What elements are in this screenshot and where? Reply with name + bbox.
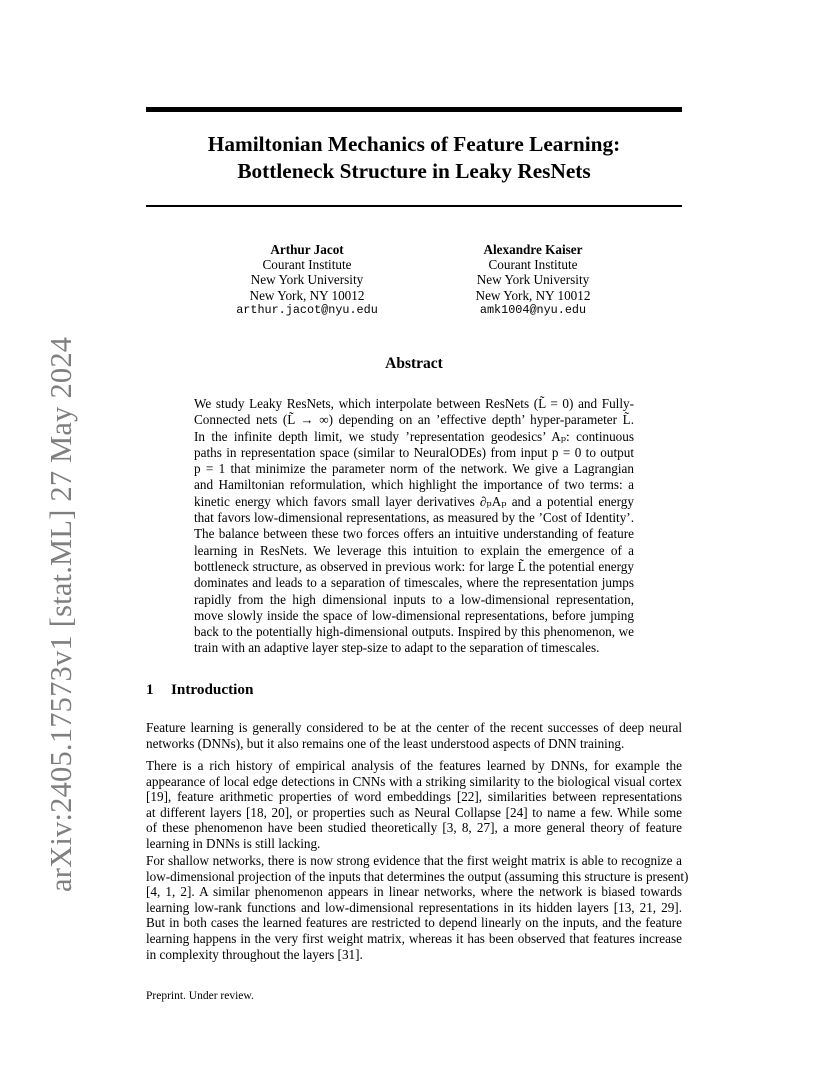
paragraph-line: There is a rich history of empirical analysis of the features learned by DNNs, for example the <box>146 758 682 773</box>
paragraph-line: at different layers [18, 20], or properties such as Neural Collapse [24] to name a few. While some <box>146 804 682 820</box>
abstract-line: rapidly from the high dimensional inputs to a low-dimensional representation, <box>194 591 634 607</box>
paragraph-line: [19], feature arithmetic properties of word embeddings [22], similarities between representations <box>146 789 682 805</box>
paragraph-line: Feature learning is generally considered to be at the center of the recent successes of deep neural <box>146 720 682 735</box>
abstract-line: that favors low-dimensional representations, as measured by the ’Cost of Identity’. <box>194 510 634 526</box>
section-number: 1 <box>146 681 154 698</box>
author-block-1 <box>214 242 400 318</box>
abstract-line: p = 1 that minimize the parameter norm of the network. We give a Lagrangian <box>194 461 634 477</box>
paragraph-line: of these phenomenon have been studied theoretically [3, 8, 27], a more general theory of feature <box>146 820 682 836</box>
paragraph-line: learning in DNNs is still lacking. <box>146 835 321 851</box>
section-title: Introduction <box>171 681 254 698</box>
title-line-1: Hamiltonian Mechanics of Feature Learning: <box>207 132 621 156</box>
author-name: Alexandre Kaiser <box>483 242 583 257</box>
paragraph-line: [4, 1, 2]. A similar phenomenon appears in linear networks, where the network is biased towards <box>146 884 682 900</box>
abstract-line: and Hamiltonian reformulation, which highlight the importance of two terms: a <box>194 477 634 493</box>
abstract-heading: Abstract <box>385 355 443 372</box>
paragraph-line: networks (DNNs), but it also remains one of the least understood aspects of DNN training. <box>146 735 625 751</box>
author-university: New York University <box>250 272 364 288</box>
paragraph-line: But in both cases the learned features are restricted to depend linearly on the inputs, and the feature <box>146 915 682 931</box>
author-address: New York, NY 10012 <box>249 287 365 303</box>
arxiv-identifier: arXiv:2405.17573v1 [stat.ML] 27 May 2024 <box>44 336 78 892</box>
paragraph-line: learning low-rank functions and low-dimensional representations in its hidden layers [13, 21, 29]. <box>146 899 682 915</box>
abstract-line: bottleneck structure, as observed in previous work: for large L̃ the potential energy <box>194 558 634 574</box>
author-name: Arthur Jacot <box>270 242 344 257</box>
paper-title <box>146 131 682 185</box>
author-affiliation: Courant Institute <box>488 257 578 273</box>
abstract-line: The balance between these two forces offers an intuitive understanding of feature <box>194 526 634 542</box>
author-email[interactable]: arthur.jacot@nyu.edu <box>236 302 378 317</box>
abstract-line: paths in representation space (similar to NeuralODEs) from input p = 0 to output <box>194 444 634 460</box>
abstract-line: learning in ResNets. We leverage this intuition to explain the emergence of a <box>194 542 634 558</box>
intro-paragraph-3 <box>146 853 689 962</box>
footer-note: Preprint. Under review. <box>146 990 254 1002</box>
abstract-line: Connected nets (L̃ → ∞) depending on an ’effective depth’ hyper-parameter L̃. <box>194 412 634 428</box>
intro-paragraph-2 <box>146 758 682 852</box>
intro-paragraph-1 <box>146 720 682 751</box>
abstract-line: kinetic energy which favors small layer derivatives ∂ₚAₚ and a potential energy <box>194 493 634 509</box>
arxiv-sidebar <box>8 150 78 930</box>
abstract-line: In the infinite depth limit, we study ’representation geodesics’ Aₚ: continuous <box>194 428 634 444</box>
title-top-rule <box>146 107 682 112</box>
paragraph-line: low-dimensional projection of the inputs that determines the output (assuming this structure is present) <box>146 868 689 884</box>
author-address: New York, NY 10012 <box>475 287 591 303</box>
author-email[interactable]: amk1004@nyu.edu <box>479 302 587 317</box>
author-block-2 <box>440 242 626 318</box>
author-university: New York University <box>476 272 590 288</box>
paragraph-line: learning happens in the very first weight matrix, whereas it has been observed that features increase <box>146 930 682 946</box>
section-heading-introduction <box>146 681 253 699</box>
author-affiliation: Courant Institute <box>262 257 352 273</box>
abstract-line: train with an adaptive layer step-size to adapt to the separation of timescales. <box>194 640 600 656</box>
title-line-2: Bottleneck Structure in Leaky ResNets <box>237 159 591 183</box>
title-bottom-rule <box>146 205 682 207</box>
paragraph-line: in complexity throughout the layers [31]. <box>146 946 363 962</box>
paragraph-line: appearance of local edge detections in CNNs with a striking similarity to the biological visual cortex <box>146 773 682 789</box>
abstract-line: dominates and leads to a separation of timescales, where the representation jumps <box>194 575 634 591</box>
abstract-line: back to the potentially high-dimensional outputs. Inspired by this phenomenon, we <box>194 624 634 640</box>
abstract-line: We study Leaky ResNets, which interpolate between ResNets (L̃ = 0) and Fully- <box>194 396 634 411</box>
abstract-line: move slowly inside the space of low-dimensional representations, before jumping <box>194 607 634 623</box>
abstract-body <box>194 396 634 657</box>
paragraph-line: For shallow networks, there is now strong evidence that the first weight matrix is able to recognize a <box>146 853 682 868</box>
